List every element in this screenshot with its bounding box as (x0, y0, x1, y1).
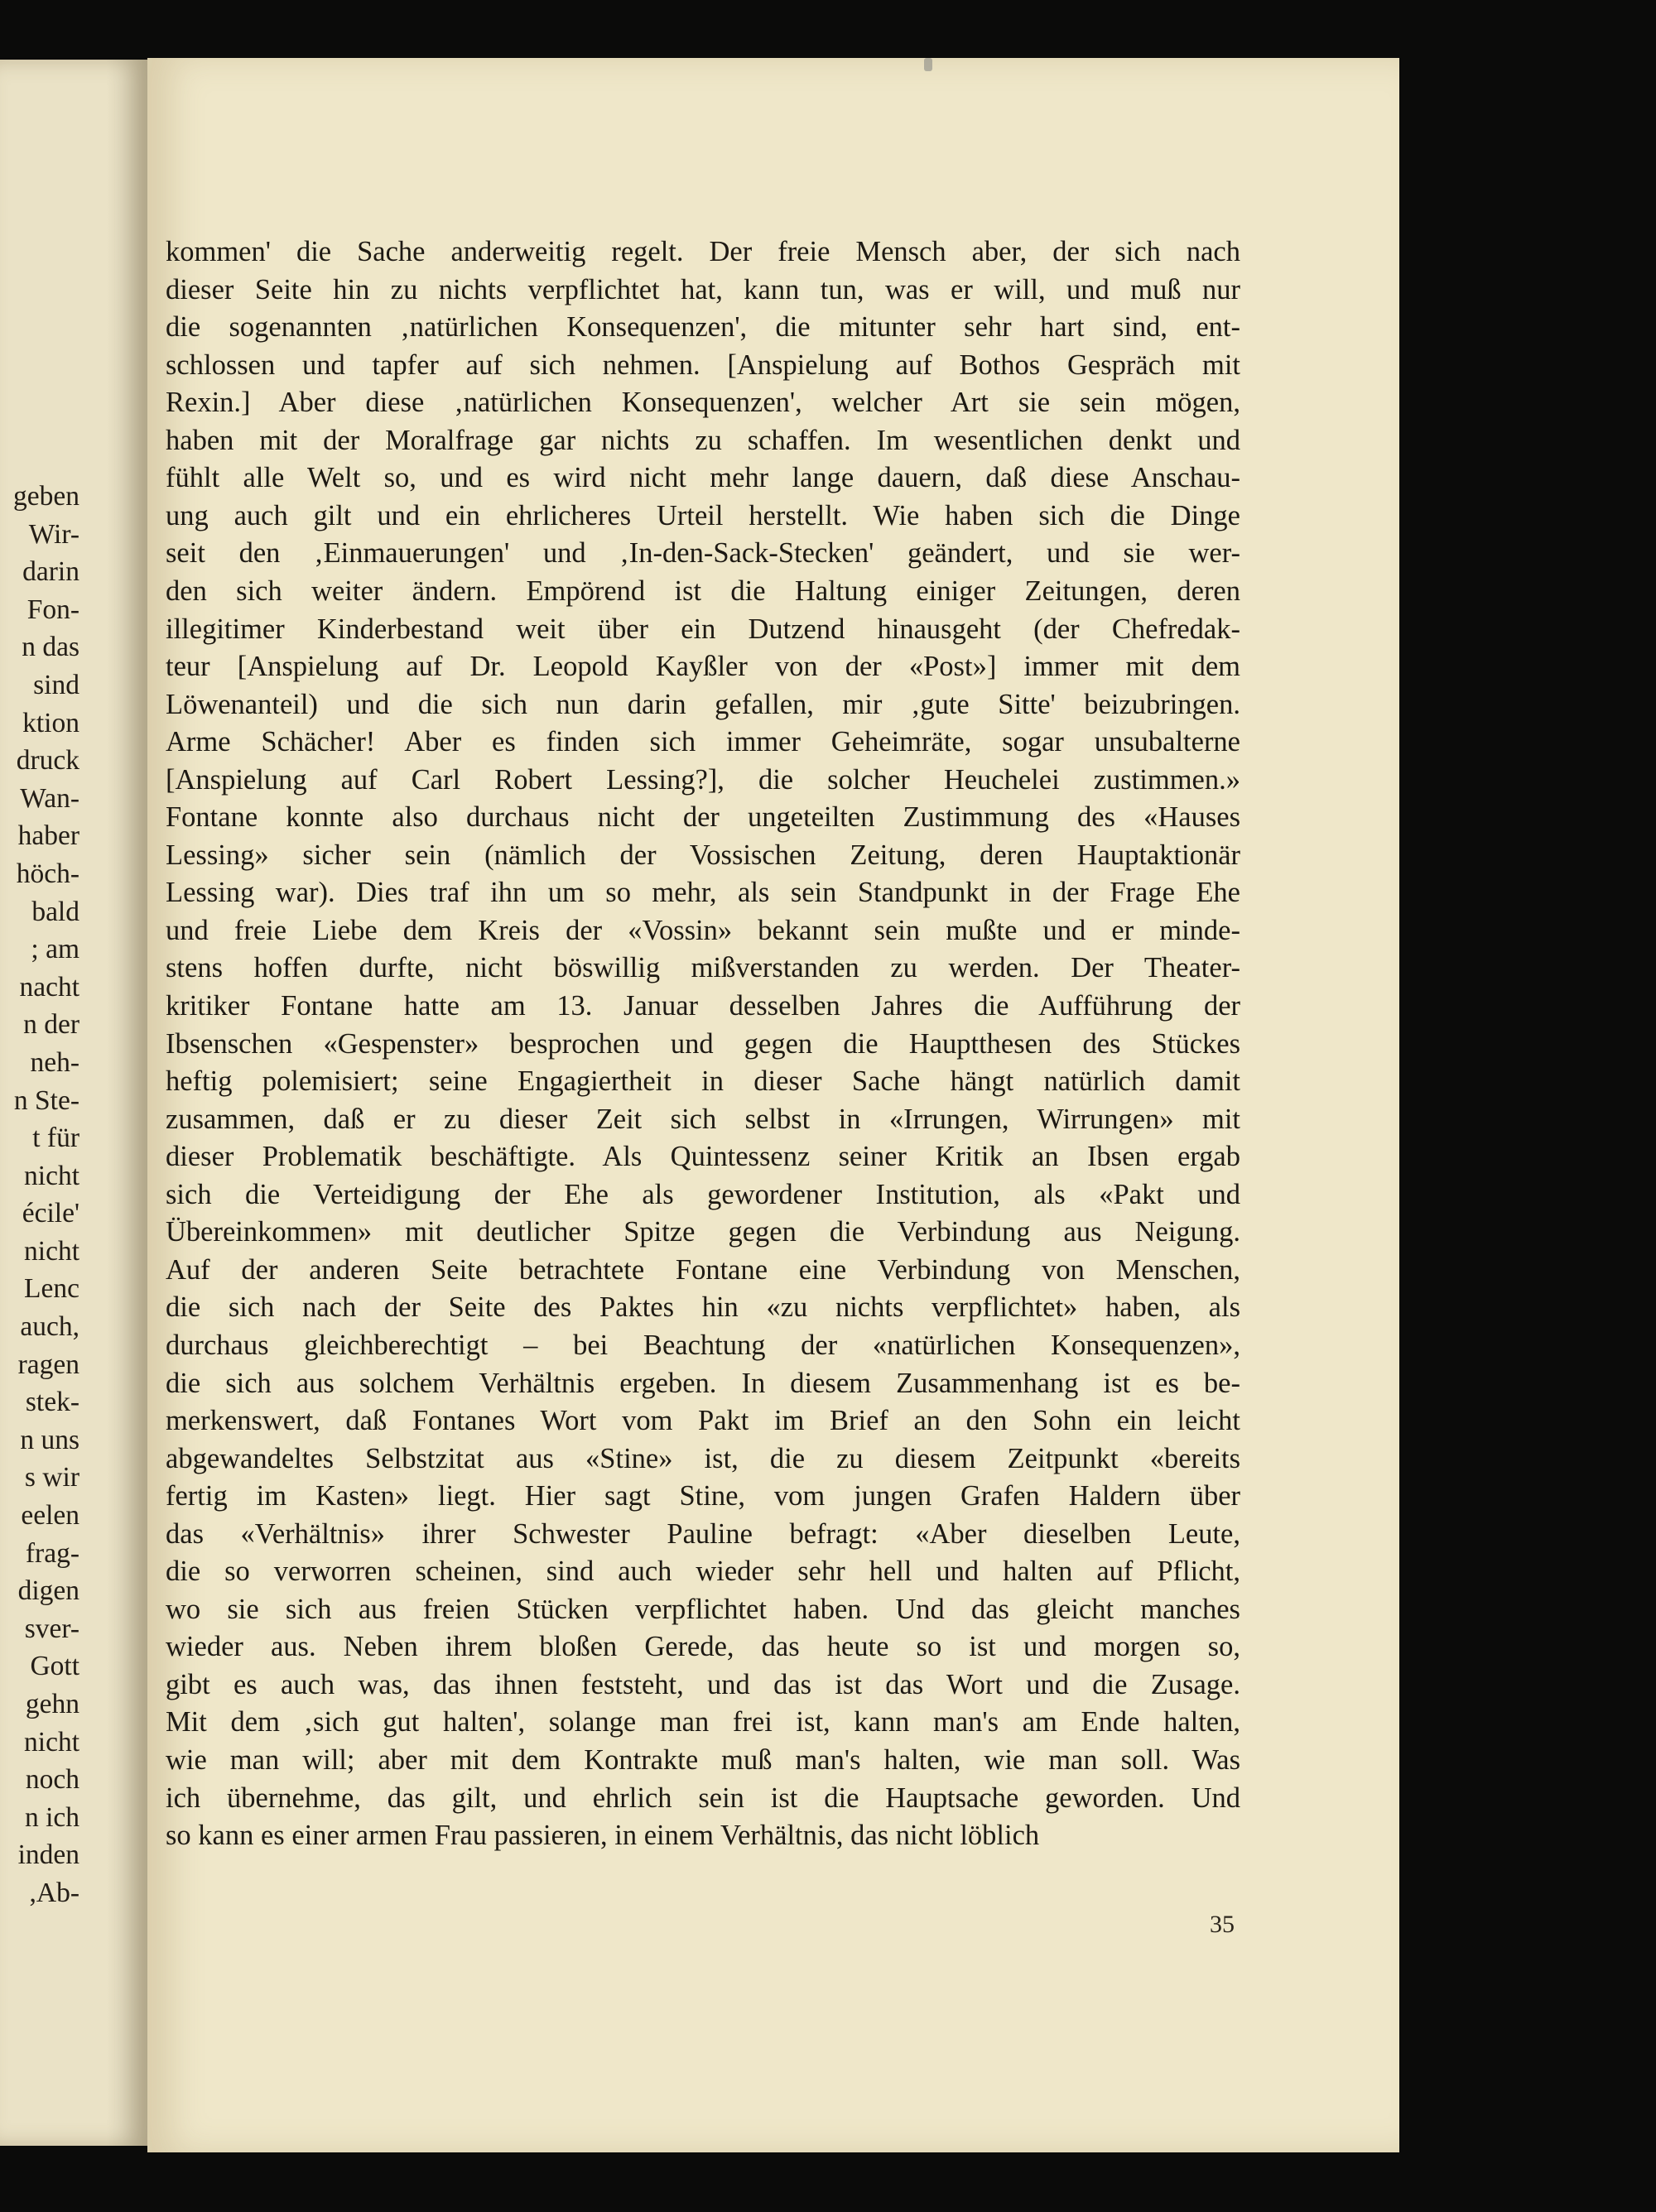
text-line: dieser Seite hin zu nichts verpflichtet hat, kann tun, was er will, und muß nur (166, 273, 1240, 305)
text-line: Auf der anderen Seite betrachtete Fontane eine Verbindung von Menschen, (166, 1253, 1240, 1286)
page-edge-mark (924, 58, 932, 71)
left-page-line: Fon- (26, 594, 79, 625)
text-line: wie man will; aber mit dem Kontrakte muß man's halten, wie man soll. Was (166, 1744, 1240, 1776)
text-line: sich die Verteidigung der Ehe als gewordener Institution, als «Pakt und (166, 1178, 1240, 1210)
text-line: heftig polemisiert; seine Engagiertheit in dieser Sache hängt natürlich damit (166, 1065, 1240, 1098)
left-page-line: druck (16, 745, 79, 777)
page-number: 35 (1210, 1911, 1235, 1938)
text-line: haben mit der Moralfrage gar nichts zu schaffen. Im wesentlichen denkt und (166, 424, 1240, 456)
left-page-line: ; am (31, 934, 79, 965)
text-line: die so verworren scheinen, sind auch wieder sehr hell und halten auf Pflicht, (166, 1556, 1240, 1588)
left-page-line: n Ste- (13, 1084, 79, 1116)
left-page-line: t für (32, 1123, 79, 1154)
left-page-line: eelen (21, 1500, 79, 1532)
text-line: fühlt alle Welt so, und es wird nicht mehr lange dauern, daß diese Anschau- (166, 462, 1240, 494)
left-page-line: neh- (30, 1046, 79, 1078)
text-line: abgewandeltes Selbstzitat aus «Stine» ist, die zu diesem Zeitpunkt «bereits (166, 1442, 1240, 1474)
left-page-line: sind (33, 669, 79, 700)
text-line: seit den ‚Einmauerungen' und ‚In-den-Sack-Stecken' geändert, und sie wer- (166, 537, 1240, 570)
text-line: Löwenanteil) und die sich nun darin gefallen, mir ‚gute Sitte' beizubringen. (166, 688, 1240, 720)
left-page-line: ragen (17, 1349, 79, 1380)
left-page-line: n ich (24, 1801, 79, 1833)
left-page-line: nicht (24, 1160, 79, 1191)
text-line: Ibsenschen «Gespenster» besprochen und gegen die Hauptthesen des Stückes (166, 1027, 1240, 1060)
text-line: wieder aus. Neben ihrem bloßen Gerede, das heute so ist und morgen so, (166, 1631, 1240, 1663)
text-line: Lessing» sicher sein (nämlich der Vossischen Zeitung, deren Hauptaktionär (166, 839, 1240, 871)
text-line: fertig im Kasten» liegt. Hier sagt Stine, vom jungen Grafen Haldern über (166, 1480, 1240, 1512)
left-page-line: auch, (20, 1311, 79, 1343)
left-page-line: gehn (25, 1689, 79, 1719)
text-line: gibt es auch was, das ihnen feststeht, und das ist das Wort und die Zusage. (166, 1668, 1240, 1700)
text-line: Mit dem ‚sich gut halten', solange man frei ist, kann man's am Ende halten, (166, 1706, 1240, 1738)
left-page-line: darin (22, 556, 79, 588)
left-page-line: nicht (24, 1235, 79, 1267)
left-page-line: Wan- (20, 782, 79, 814)
text-line: [Anspielung auf Carl Robert Lessing?], die solcher Heuchelei zustimmen.» (166, 763, 1240, 796)
left-page-line: inden (17, 1839, 79, 1871)
left-page-line: bald (31, 896, 79, 927)
left-page-line: haber (17, 820, 79, 852)
text-line: das «Verhältnis» ihrer Schwester Pauline befragt: «Aber dieselben Leute, (166, 1517, 1240, 1550)
left-page-line: nicht (24, 1726, 79, 1758)
left-page-line: frag- (25, 1537, 79, 1569)
text-line: wo sie sich aus freien Stücken verpflichtet haben. Und das gleicht manches (166, 1593, 1240, 1625)
left-page-line: ,Ab- (29, 1877, 79, 1908)
text-line: den sich weiter ändern. Empörend ist die Haltung einiger Zeitungen, deren (166, 575, 1240, 607)
left-page-line: digen (17, 1575, 79, 1607)
left-page-line: noch (25, 1764, 79, 1796)
text-line: zusammen, daß er zu dieser Zeit sich selbst in «Irrungen, Wirrungen» mit (166, 1103, 1240, 1135)
left-page-line: Gott (30, 1651, 79, 1682)
text-line: und freie Liebe dem Kreis der «Vossin» bekannt sein mußte und er minde- (166, 914, 1240, 946)
text-line: so kann es einer armen Frau passieren, in einem Verhältnis, das nicht löblich (166, 1820, 1040, 1852)
text-line: ung auch gilt und ein ehrlicheres Urteil herstellt. Wie haben sich die Dinge (166, 499, 1240, 531)
text-line: teur [Anspielung auf Dr. Leopold Kayßler von der «Post»] immer mit dem (166, 651, 1240, 682)
text-line: kommen' die Sache anderweitig regelt. Der freie Mensch aber, der sich nach (166, 236, 1240, 267)
text-line: die sogenannten ‚natürlichen Konsequenzen', die mitunter sehr hart sind, ent- (166, 311, 1240, 344)
left-page-line: Wir- (28, 518, 79, 550)
text-line: Übereinkommen» mit deutlicher Spitze gegen die Verbindung aus Neigung. (166, 1216, 1240, 1248)
text-line: Arme Schächer! Aber es finden sich immer Geheimräte, sogar unsubalterne (166, 726, 1240, 758)
left-page-text (13, 478, 79, 1912)
text-line: stens hoffen durfte, nicht böswillig mißverstanden zu werden. Der Theater- (166, 952, 1240, 984)
left-page-line: n uns (20, 1424, 79, 1455)
text-line: die sich nach der Seite des Paktes hin «zu nichts verpflichtet» haben, als (166, 1291, 1240, 1324)
text-line: kritiker Fontane hatte am 13. Januar desselben Jahres die Aufführung der (166, 990, 1240, 1022)
text-line: durchaus gleichberechtigt – bei Beachtung der «natürlichen Konsequenzen», (166, 1329, 1240, 1361)
left-page-line: nacht (19, 971, 79, 1003)
text-line: dieser Problematik beschäftigte. Als Quintessenz seiner Kritik an Ibsen ergab (166, 1141, 1240, 1173)
text-line: illegitimer Kinderbestand weit über ein Dutzend hinausgeht (der Chefredak- (166, 613, 1240, 645)
left-page-line: ktion (22, 707, 79, 738)
left-page-line: écile' (22, 1198, 79, 1229)
left-page-line: geben (13, 481, 79, 512)
text-line: merkenswert, daß Fontanes Wort vom Pakt im Brief an den Sohn ein leicht (166, 1405, 1240, 1436)
left-page-line: s wir (24, 1462, 79, 1493)
text-line: Rexin.] Aber diese ‚natürlichen Konsequenzen', welcher Art sie sein mögen, (166, 387, 1240, 419)
book-gutter (106, 60, 147, 2146)
text-line: ich übernehme, das gilt, und ehrlich sein ist die Hauptsache geworden. Und (166, 1782, 1240, 1814)
left-page-line: n das (22, 632, 79, 663)
text-line: die sich aus solchem Verhältnis ergeben. In diesem Zusammenhang ist es be- (166, 1367, 1240, 1399)
right-page (147, 58, 1399, 2152)
text-line: Lessing war). Dies traf ihn um so mehr, als sein Standpunkt in der Frage Ehe (166, 877, 1240, 909)
left-page-line: Lenc (24, 1273, 79, 1305)
left-page-line: stek- (25, 1387, 79, 1418)
left-page-line: n der (23, 1009, 79, 1041)
text-line: Fontane konnte also durchaus nicht der ungeteilten Zustimmung des «Hauses (166, 801, 1240, 834)
left-page-line: höch- (16, 858, 79, 889)
left-page-line: sver- (24, 1613, 79, 1644)
text-line: schlossen und tapfer auf sich nehmen. [Anspielung auf Bothos Gespräch mit (166, 349, 1240, 381)
